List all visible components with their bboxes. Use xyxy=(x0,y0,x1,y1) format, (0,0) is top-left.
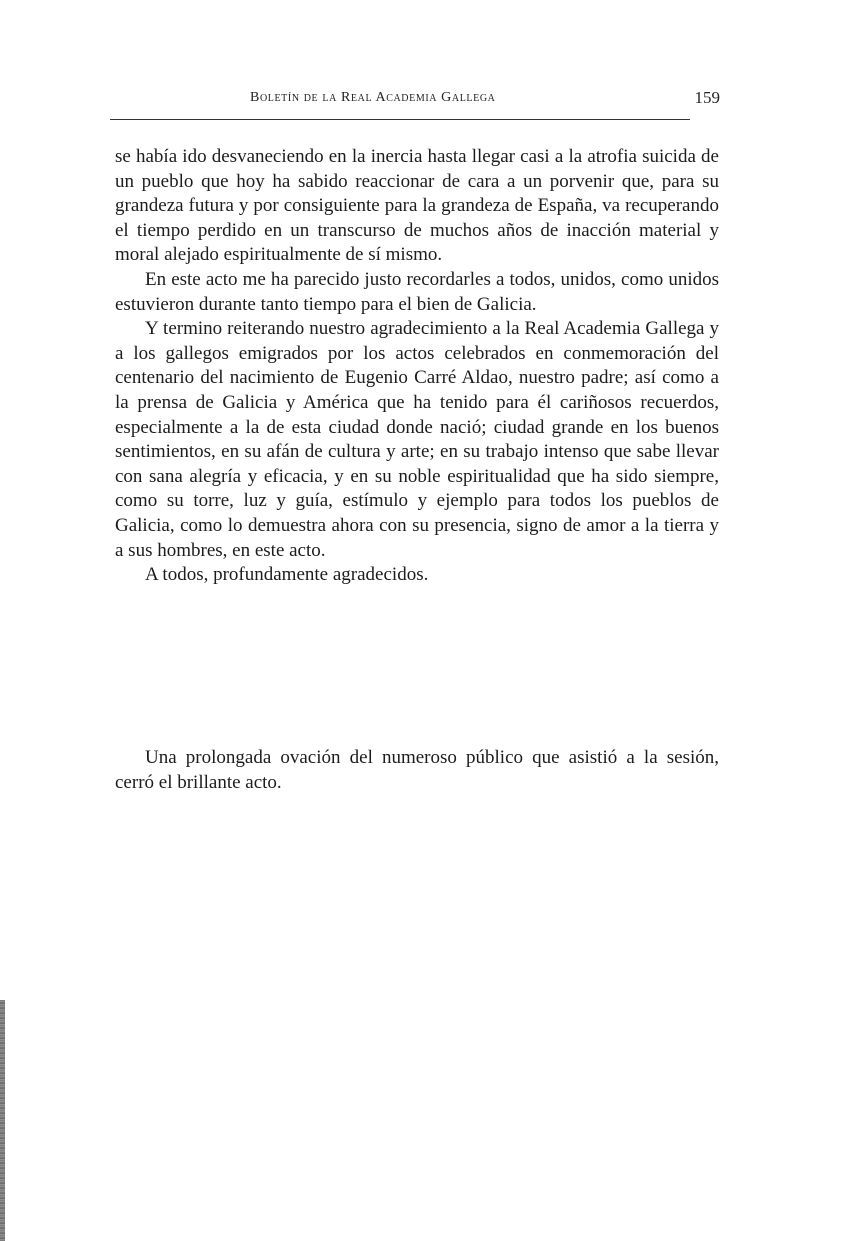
journal-title: Boletín de la Real Academia Gallega xyxy=(250,90,496,105)
scan-edge xyxy=(0,1000,5,1241)
body-text xyxy=(115,145,719,588)
page-number: 159 xyxy=(694,88,720,107)
closing-paragraph: Una prolongada ovación del numeroso público que asistió a la sesión, cerró el brillante acto. xyxy=(115,747,719,793)
paragraph-3: Y termino reiterando nuestro agradecimiento a la Real Academia Gallega y a los gallegos emigrados por los actos celebrados en conmemoración del centenario del nacimiento de Eugenio Carré Aldao, nuestro padre; así como a la prensa de Galicia y América que ha tenido para él cariñosos recuerdos, especialmente a la de esta ciudad donde nació; ciudad grande en los buenos sentimientos, en su afán de cultura y arte; en su trabajo intenso que sabe llevar con sana alegría y eficacia, y en su noble espiritualidad que ha sido siempre, como su torre, luz y guía, estímulo y ejemplo para todos los pueblos de Galicia, como lo demuestra ahora con su presencia, signo de amor a la tierra y a sus hombres, en este acto. xyxy=(115,318,719,561)
paragraph-1: se había ido desvaneciendo en la inercia hasta llegar casi a la atrofia suicida de un pueblo que hoy ha sabido reaccionar de cara a un porvenir que, para su grandeza futura y por consiguiente para la grandeza de España, va recuperando el tiempo perdido en un transcurso de muchos años de inacción material y moral alejado espiritualmente de sí mismo. xyxy=(115,146,719,266)
header-rule xyxy=(110,119,690,120)
paragraph-4: A todos, profundamente agradecidos. xyxy=(145,564,429,586)
running-header xyxy=(250,90,720,112)
paragraph-2: En este acto me ha parecido justo recordarles a todos, unidos, como unidos estuvieron durante tanto tiempo para el bien de Galicia. xyxy=(115,268,719,315)
